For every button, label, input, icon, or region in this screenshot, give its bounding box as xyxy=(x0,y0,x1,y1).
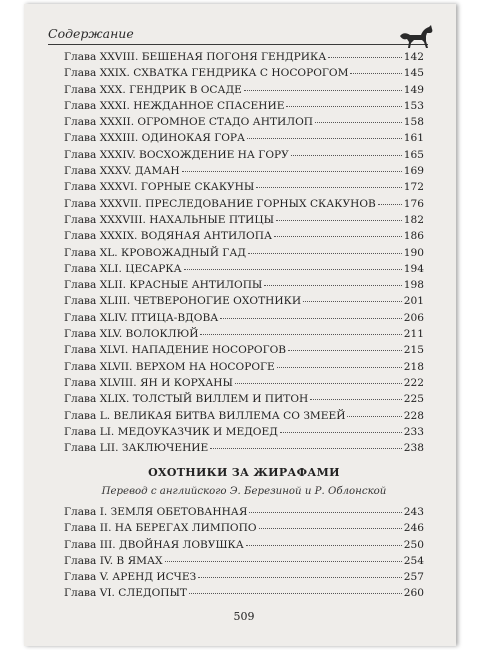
toc-entry-title: Глава XXIX. СХВАТКА ГЕНДРИКА С НОСОРОГОМ xyxy=(64,67,349,80)
leader-dots xyxy=(280,432,402,433)
toc-entry xyxy=(64,279,424,295)
toc-entry-title: Глава XXXVII. ПРЕСЛЕДОВАНИЕ ГОРНЫХ СКАКУНОВ xyxy=(64,197,376,210)
leader-dots xyxy=(315,122,402,123)
toc-entry-page: 233 xyxy=(403,425,424,438)
leader-dots xyxy=(198,577,402,578)
toc-entry-title: Глава XXXIII. ОДИНОКАЯ ГОРА xyxy=(64,132,246,145)
toc-entry xyxy=(64,214,424,230)
leader-dots xyxy=(378,204,402,205)
leader-dots xyxy=(210,448,401,449)
toc-entry-page: 238 xyxy=(403,442,424,455)
toc-entry-title: Глава XLVI. НАПАДЕНИЕ НОСОРОГОВ xyxy=(64,344,287,357)
toc-entry-title: Глава XXXV. ДАМАН xyxy=(64,165,180,178)
leader-dots xyxy=(286,106,401,107)
toc-entry xyxy=(64,181,424,197)
leader-dots xyxy=(276,220,402,221)
toc-entry-page: 206 xyxy=(403,311,424,324)
toc-entry-title: Глава I. ЗЕМЛЯ ОБЕТОВАННАЯ xyxy=(64,506,248,518)
toc-entry-title: Глава XLVII. ВЕРХОМ НА НОСОРОГЕ xyxy=(64,360,275,373)
toc-entry-title: Глава XLIV. ПТИЦА-ВДОВА xyxy=(64,311,219,324)
toc-entry-title: Глава XLIX. ТОЛСТЫЙ ВИЛЛЕМ И ПИТОН xyxy=(64,393,309,406)
toc-entry-page: 228 xyxy=(403,409,424,422)
toc-entry-title: Глава XXVIII. БЕШЕНАЯ ПОГОНЯ ГЕНДРИКА xyxy=(64,51,327,63)
toc-entry-title: Глава LII. ЗАКЛЮЧЕНИЕ xyxy=(64,442,209,455)
leader-dots xyxy=(259,528,402,529)
toc-entry xyxy=(64,555,424,571)
toc-entry-title: Глава LI. МЕДОУКАЗЧИК И МЕДОЕД xyxy=(64,425,278,438)
toc-entry-page: 149 xyxy=(403,83,424,96)
toc-entry xyxy=(64,377,424,393)
toc-entry xyxy=(64,67,424,83)
toc-entry-title: Глава V. АРЕНД ИСЧЕЗ xyxy=(64,571,197,584)
toc-entry xyxy=(64,442,424,458)
toc-entry xyxy=(64,522,424,538)
toc-entry-page: 190 xyxy=(403,246,424,259)
toc-entry xyxy=(64,165,424,181)
toc-entry-page: 260 xyxy=(403,587,424,600)
leader-dots xyxy=(249,512,401,513)
toc-entry xyxy=(64,116,424,132)
toc-entry-page: 222 xyxy=(403,376,424,389)
toc-entry-title: Глава XLVIII. ЯН И КОРХАНЫ xyxy=(64,376,233,389)
toc-entry-page: 246 xyxy=(403,522,424,535)
toc-entry-page: 250 xyxy=(403,538,424,551)
toc-entry xyxy=(64,393,424,409)
toc-entry-title: Глава XLI. ЦЕСАРКА xyxy=(64,262,182,275)
leader-dots xyxy=(264,285,401,286)
toc-entry-title: Глава XXXVI. ГОРНЫЕ СКАКУНЫ xyxy=(64,181,255,194)
toc-entry xyxy=(64,587,424,603)
leader-dots xyxy=(220,318,401,319)
book-page xyxy=(24,4,456,646)
toc-entry-page: 145 xyxy=(403,67,424,80)
toc-entry xyxy=(64,230,424,246)
toc-entry-page: 211 xyxy=(403,328,424,341)
toc-entry xyxy=(64,132,424,148)
toc-entry-page: 254 xyxy=(403,554,424,567)
toc-entry xyxy=(64,198,424,214)
toc-entry xyxy=(64,263,424,279)
toc-entry-page: 225 xyxy=(403,393,424,406)
toc-entry xyxy=(64,100,424,116)
page-number: 509 xyxy=(233,610,255,623)
toc-entry-page: 243 xyxy=(403,506,424,518)
leader-dots xyxy=(246,545,402,546)
toc-entry xyxy=(64,312,424,328)
leader-dots xyxy=(310,399,402,400)
table-of-contents-section-2 xyxy=(64,506,424,604)
toc-entry-title: Глава XXXIX. ВОДЯНАЯ АНТИЛОПА xyxy=(64,230,272,243)
toc-entry-page: 172 xyxy=(403,181,424,194)
toc-entry-title: Глава XL. КРОВОЖАДНЫЙ ГАД xyxy=(64,246,246,259)
horse-icon xyxy=(398,24,434,50)
toc-entry-title: Глава III. ДВОЙНАЯ ЛОВУШКА xyxy=(64,538,244,551)
toc-entry-page: 198 xyxy=(403,279,424,292)
toc-entry xyxy=(64,84,424,100)
toc-entry-title: Глава VI. СЛЕДОПЫТ xyxy=(64,587,187,600)
toc-entry-page: 165 xyxy=(403,148,424,161)
leader-dots xyxy=(182,171,402,172)
toc-entry-page: 158 xyxy=(403,116,424,129)
toc-entry xyxy=(64,410,424,426)
toc-entry-title: Глава IV. В ЯМАХ xyxy=(64,554,163,567)
toc-entry-page: 142 xyxy=(403,51,424,63)
leader-dots xyxy=(248,253,402,254)
leader-dots xyxy=(347,416,401,417)
toc-entry xyxy=(64,295,424,311)
toc-entry-page: 257 xyxy=(403,571,424,584)
toc-entry-title: Глава XXX. ГЕНДРИК В ОСАДЕ xyxy=(64,83,242,96)
running-header xyxy=(48,24,428,45)
leader-dots xyxy=(244,90,402,91)
toc-entry xyxy=(64,426,424,442)
toc-entry-page: 182 xyxy=(403,213,424,226)
toc-entry xyxy=(64,571,424,587)
leader-dots xyxy=(274,236,402,237)
toc-entry-title: Глава XLIII. ЧЕТВЕРОНОГИЕ ОХОТНИКИ xyxy=(64,295,302,308)
toc-entry-page: 186 xyxy=(403,230,424,243)
table-of-contents xyxy=(64,51,424,458)
leader-dots xyxy=(350,73,401,74)
leader-dots xyxy=(256,187,401,188)
toc-entry-title: Глава XXXIV. ВОСХОЖДЕНИЕ НА ГОРУ xyxy=(64,148,289,161)
toc-entry-title: Глава II. НА БЕРЕГАХ ЛИМПОПО xyxy=(64,522,257,535)
toc-entry xyxy=(64,247,424,263)
toc-entry-page: 201 xyxy=(403,295,424,308)
leader-dots xyxy=(189,593,402,594)
leader-dots xyxy=(277,367,402,368)
toc-entry xyxy=(64,361,424,377)
translator-credit: Перевод с английского Э. Березиной и Р. Облонской xyxy=(101,486,387,497)
toc-entry-page: 218 xyxy=(403,360,424,373)
leader-dots xyxy=(291,155,402,156)
toc-entry-title: Глава XXXVIII. НАХАЛЬНЫЕ ПТИЦЫ xyxy=(64,213,275,226)
toc-entry xyxy=(64,539,424,555)
leader-dots xyxy=(184,269,402,270)
leader-dots xyxy=(235,383,402,384)
section-title: ОХОТНИКИ ЗА ЖИРАФАМИ xyxy=(148,466,340,479)
toc-entry xyxy=(64,51,424,67)
toc-entry xyxy=(64,506,424,522)
leader-dots xyxy=(288,350,402,351)
toc-entry-page: 169 xyxy=(403,165,424,178)
toc-entry xyxy=(64,328,424,344)
toc-entry-page: 161 xyxy=(403,132,424,145)
leader-dots xyxy=(165,561,402,562)
leader-dots xyxy=(328,57,402,58)
toc-entry-page: 153 xyxy=(403,99,424,112)
toc-entry-title: Глава XXXI. НЕЖДАННОЕ СПАСЕНИЕ xyxy=(64,99,285,112)
toc-entry-title: Глава XLII. КРАСНЫЕ АНТИЛОПЫ xyxy=(64,279,263,292)
toc-entry xyxy=(64,344,424,360)
toc-entry-title: Глава XXXII. ОГРОМНОЕ СТАДО АНТИЛОП xyxy=(64,116,314,129)
toc-entry-page: 194 xyxy=(403,262,424,275)
leader-dots xyxy=(247,138,402,139)
leader-dots xyxy=(200,334,401,335)
leader-dots xyxy=(303,301,402,302)
toc-entry-title: Глава XLV. ВОЛОКЛЮЙ xyxy=(64,328,199,341)
toc-entry-page: 176 xyxy=(403,197,424,210)
header-title: Содержание xyxy=(48,26,134,41)
toc-entry xyxy=(64,149,424,165)
toc-entry-title: Глава L. ВЕЛИКАЯ БИТВА ВИЛЛЕМА СО ЗМЕЕЙ xyxy=(64,409,346,422)
toc-entry-page: 215 xyxy=(403,344,424,357)
